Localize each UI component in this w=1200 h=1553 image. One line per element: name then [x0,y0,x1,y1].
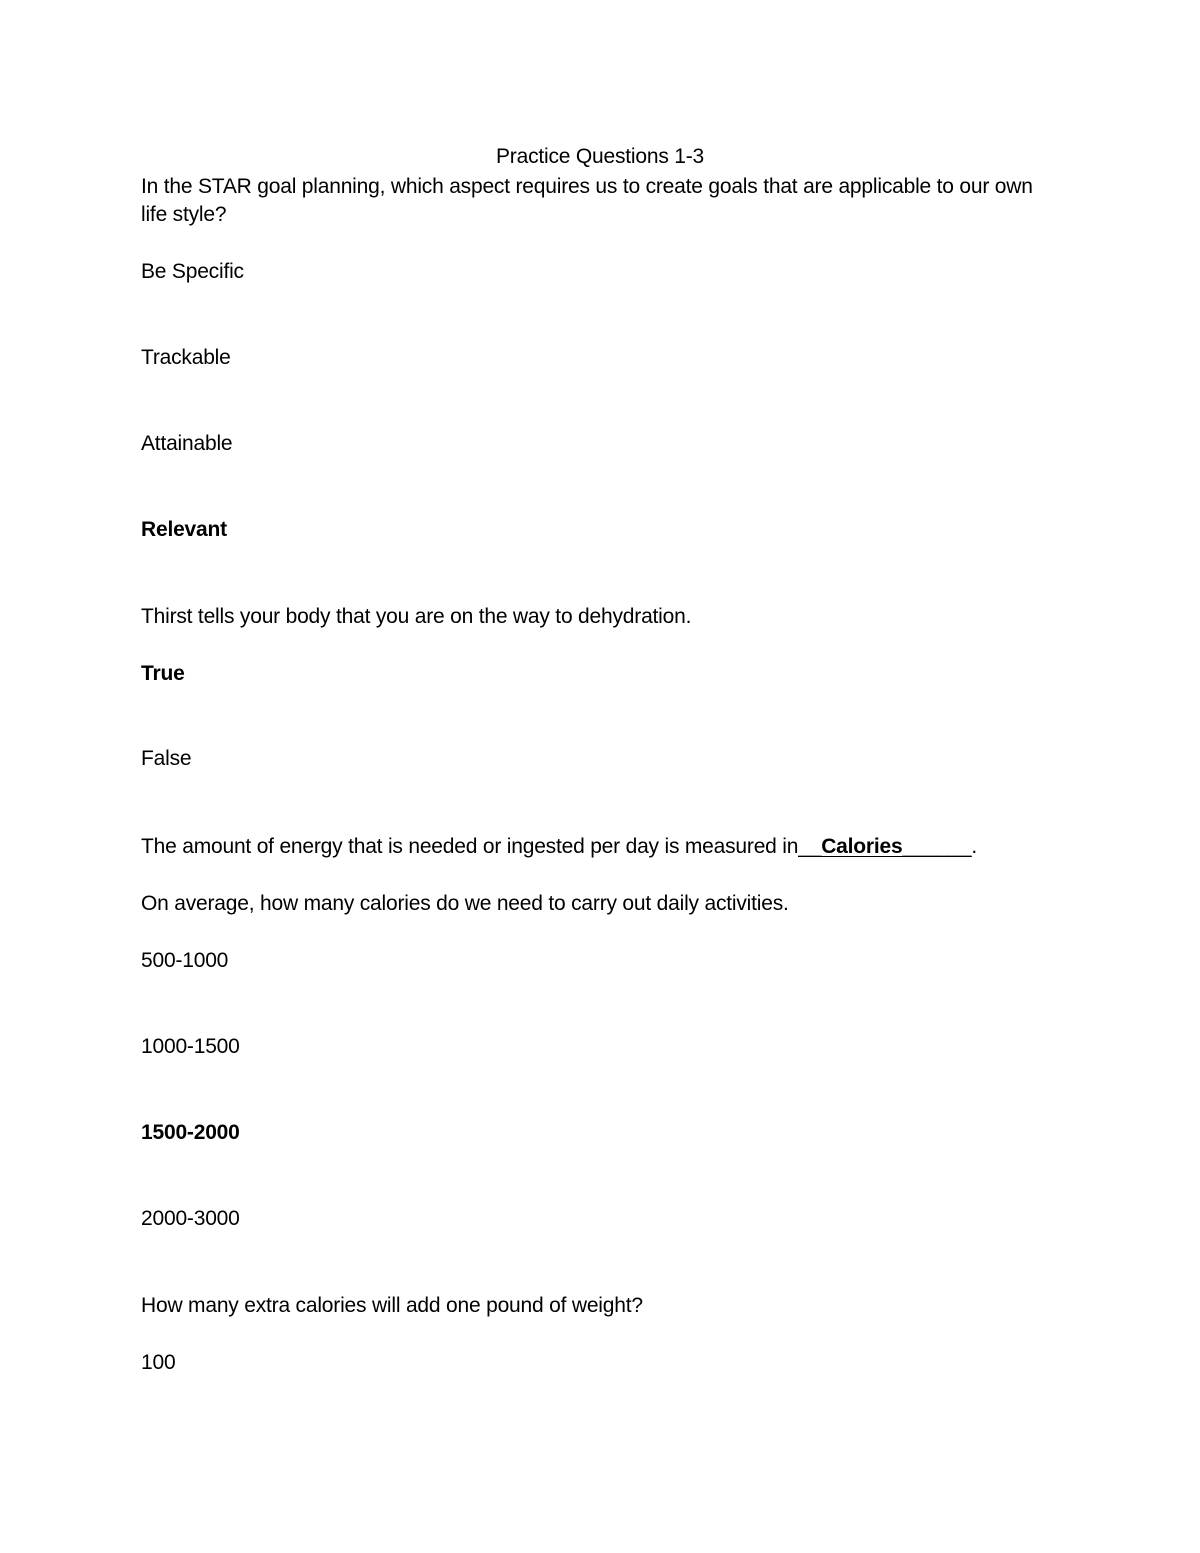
q3-answer: Calories [821,835,903,858]
question-3-text [141,833,977,861]
q1-option-attainable: Attainable [141,432,233,455]
q2-option-false: False [141,747,192,770]
question-5-text: How many extra calories will add one pound of weight? [141,1294,643,1317]
q1-option-trackable: Trackable [141,346,231,369]
question-2-text: Thirst tells your body that you are on the way to dehydration. [141,605,692,628]
q3-blank-after: ______ [902,835,972,858]
q5-option-100: 100 [141,1351,176,1374]
q1-option-be-specific: Be Specific [141,260,244,283]
q1-option-relevant-correct: Relevant [141,518,227,541]
q4-option-2000-3000: 2000-3000 [141,1207,240,1230]
q3-blank-before: __ [798,835,822,858]
question-4-text: On average, how many calories do we need to carry out daily activities. [141,892,789,915]
q3-suffix: . [971,835,978,858]
q4-option-500-1000: 500-1000 [141,949,229,972]
page-title: Practice Questions 1-3 [495,145,705,168]
q3-prefix: The amount of energy that is needed or ingested per day is measured in [141,835,799,858]
q4-option-1500-2000-correct: 1500-2000 [141,1121,240,1144]
question-1-text: In the STAR goal planning, which aspect requires us to create goals that are applicable to our own life style? [141,175,1033,226]
q4-option-1000-1500: 1000-1500 [141,1035,240,1058]
q2-option-true-correct: True [141,662,185,685]
